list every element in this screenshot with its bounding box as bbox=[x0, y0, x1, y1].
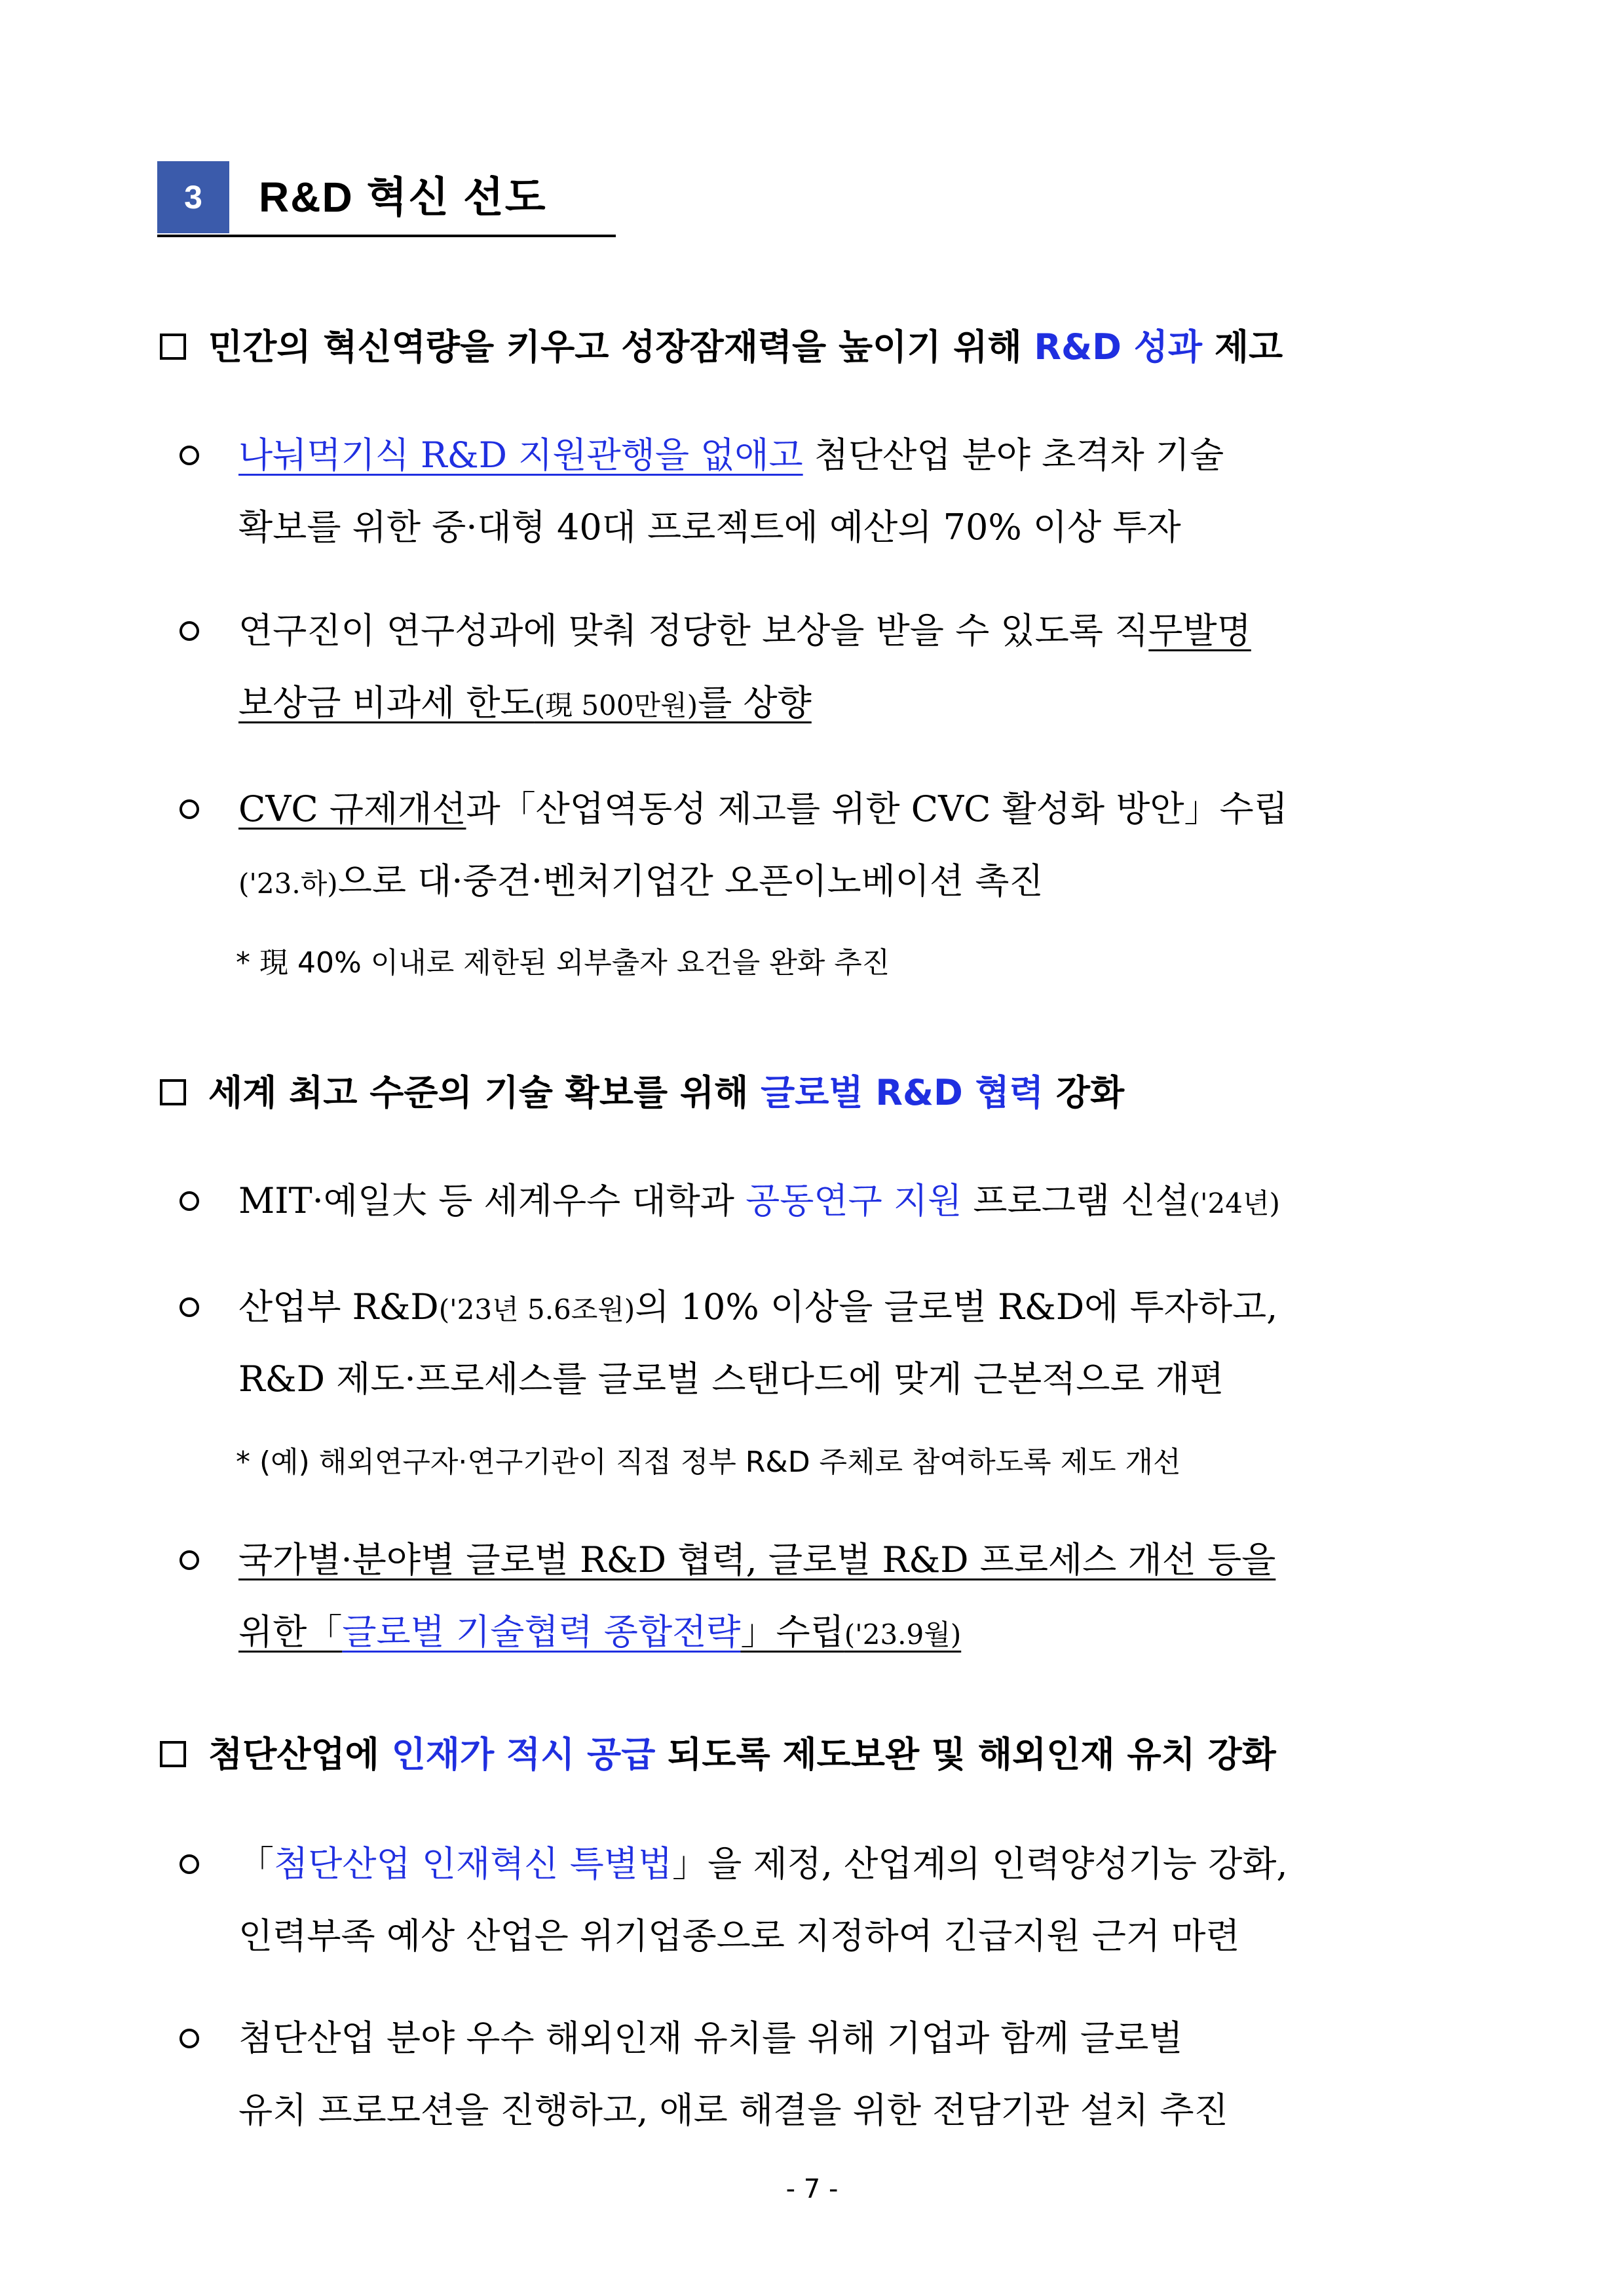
circle-bullet-icon bbox=[179, 799, 199, 819]
section-heading-rnd-performance: 민간의 혁신역량을 키우고 성장잠재력을 높이기 위해 R&D 성과 제고 bbox=[160, 316, 1477, 379]
circle-bullet-icon bbox=[179, 446, 199, 465]
footnote: * (예) 해외연구자·연구기관이 직접 정부 R&D 주체로 참여하도록 제도 개선 bbox=[236, 1445, 1181, 1479]
circle-bullet-icon bbox=[179, 1297, 199, 1317]
section-title: R&D 혁신 선도 bbox=[259, 174, 547, 221]
section-heading-talent: 첨단산업에 인재가 적시 공급 되도록 제도보완 및 해외인재 유치 강화 bbox=[160, 1723, 1477, 1786]
section-number-badge: 3 bbox=[157, 161, 229, 233]
circle-bullet-icon bbox=[179, 2029, 199, 2048]
section-header bbox=[157, 161, 616, 233]
square-bullet-icon bbox=[160, 1741, 186, 1767]
circle-bullet-icon bbox=[179, 1550, 199, 1570]
header-underline bbox=[157, 235, 616, 237]
footnote: * 現 40% 이내로 제한된 외부출자 요건을 완화 추진 bbox=[236, 946, 890, 980]
circle-bullet-icon bbox=[179, 1854, 199, 1874]
page-number: - 7 - bbox=[785, 2174, 839, 2204]
document-page: 3 R&D 혁신 선도 민간의 혁신역량을 키우고 성장잠재력을 높이기 위해 R&D 성과 제고 나눠먹기식 R&D 지원관행을 없애고 첨단산업 분야 초격차 기술 확보를 위한 중·대형 40대 프로젝트에 예산의 70% 이상 투자 연구진이 연구성과에 맞춰 정당한 보상을 받을 수 있도록 직무발명 보상금 비과세 한도(現 500만원)를 상향 CVC 규제개선과「산업역동성 제고를 위한 CVC 활성화 방안」수립 ('23.하)으로 대·중견·벤처기업간 오픈이노베이션 촉진 * 現 40% 이내로 제한된 외부출자 요건을 완화 추진 세계 최고 수준의 기술 확보를 위해 글로벌 R&D 협력 강화 MIT·예일大 등 세계우수 대학과 공동연구 지원 프로그램 신설('24년) 산업부 R&D('23년 5.6조원)의 10% 이상을 글로벌 R&D에 투자하고, R&D 제도·프로세스를 글로벌 스탠다드에 맞게 근본적으로 개편 * (예) 해외연구자·연구기관이 직접 정부 R&D 주체로 참여하도록 제도 개선 국가별·분야별 글로벌 R&D 협력, 글로벌 R&D 프로세스 개선 등을 위한「글로벌 기술협력 종합전략」수립('23.9월) 첨단산업에 인재가 적시 공급 되도록 제도보완 및 해외인재 유치 강화 「첨단산업 인재혁신 특별법」을 제정, 산업계의 인력양성기능 강화, 인력부족 예상 산업은 위기업종으로 지정하여 긴급지원 근거 마련 첨단산업 분야 우수 해외인재 유치를 위해 기업과 함께 글로벌 유치 프로모션을 진행하고, 애로 해결을 위한 전담기관 설치 추진 - 7 - bbox=[0, 0, 1624, 2296]
square-bullet-icon bbox=[160, 1079, 186, 1105]
section-heading-global-rnd: 세계 최고 수준의 기술 확보를 위해 글로벌 R&D 협력 강화 bbox=[160, 1062, 1477, 1124]
circle-bullet-icon bbox=[179, 1191, 199, 1211]
circle-bullet-icon bbox=[179, 621, 199, 641]
square-bullet-icon bbox=[160, 334, 186, 360]
